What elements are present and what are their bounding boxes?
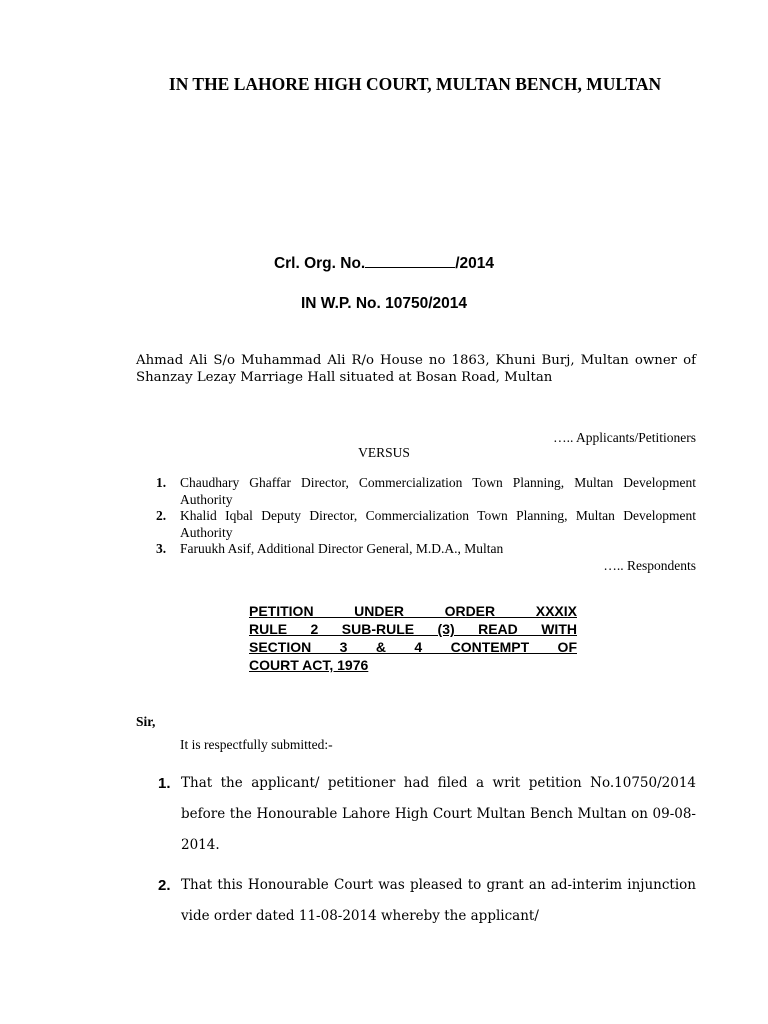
respondents-list (152, 475, 696, 558)
respondent-number: 1. (156, 475, 167, 490)
submission-intro: It is respectfully submitted:- (180, 737, 333, 752)
crl-org-number (0, 255, 768, 273)
respondent-item (152, 508, 696, 541)
versus-label: VERSUS (358, 445, 410, 460)
crl-org-blank (365, 255, 455, 268)
respondent-item (152, 475, 696, 508)
salutation: Sir, (136, 714, 156, 729)
respondent-number: 3. (156, 541, 167, 556)
paragraph-number: 1. (158, 775, 171, 792)
paragraph-number: 2. (158, 877, 171, 894)
petition-heading-line: RULE 2 SUB-RULE (3) READ WITH (249, 621, 577, 637)
crl-org-suffix: /2014 (455, 255, 495, 272)
paragraph-text: That this Honourable Court was pleased to grant an ad-interim injunction vide order dated 11-08-2014 whereby the applicant/ (181, 877, 696, 924)
respondent-text: Chaudhary Ghaffar Director, Commercialization Town Planning, Multan Development Authority (180, 475, 696, 507)
respondents-label: ….. Respondents (603, 558, 696, 573)
applicant-details: Ahmad Ali S/o Muhammad Ali R/o House no 1863, Khuni Burj, Multan owner of Shanzay Lezay Marriage Hall situated at Bosan Road, Multan (136, 353, 696, 385)
petition-heading-line: COURT ACT, 1976 (249, 657, 369, 673)
respondent-text: Khalid Iqbal Deputy Director, Commercialization Town Planning, Multan Development Authority (180, 508, 696, 540)
respondent-text: Faruukh Asif, Additional Director General, M.D.A., Multan (180, 541, 504, 556)
petition-heading-line: SECTION 3 & 4 CONTEMPT OF (249, 639, 577, 655)
petition-heading-line: PETITION UNDER ORDER XXXIX (249, 603, 577, 619)
crl-org-prefix: Crl. Org. No. (273, 255, 366, 272)
court-title: IN THE LAHORE HIGH COURT, MULTAN BENCH, MULTAN (168, 74, 662, 94)
respondent-item (152, 541, 696, 558)
applicants-label: ….. Applicants/Petitioners (553, 430, 696, 445)
respondent-number: 2. (156, 508, 167, 523)
petition-heading (249, 602, 577, 674)
paragraph-text: That the applicant/ petitioner had filed a writ petition No.10750/2014 before the Honourable Lahore High Court Multan Bench Multan on 09-08-2014. (181, 775, 696, 853)
wp-number: IN W.P. No. 10750/2014 (300, 295, 467, 312)
